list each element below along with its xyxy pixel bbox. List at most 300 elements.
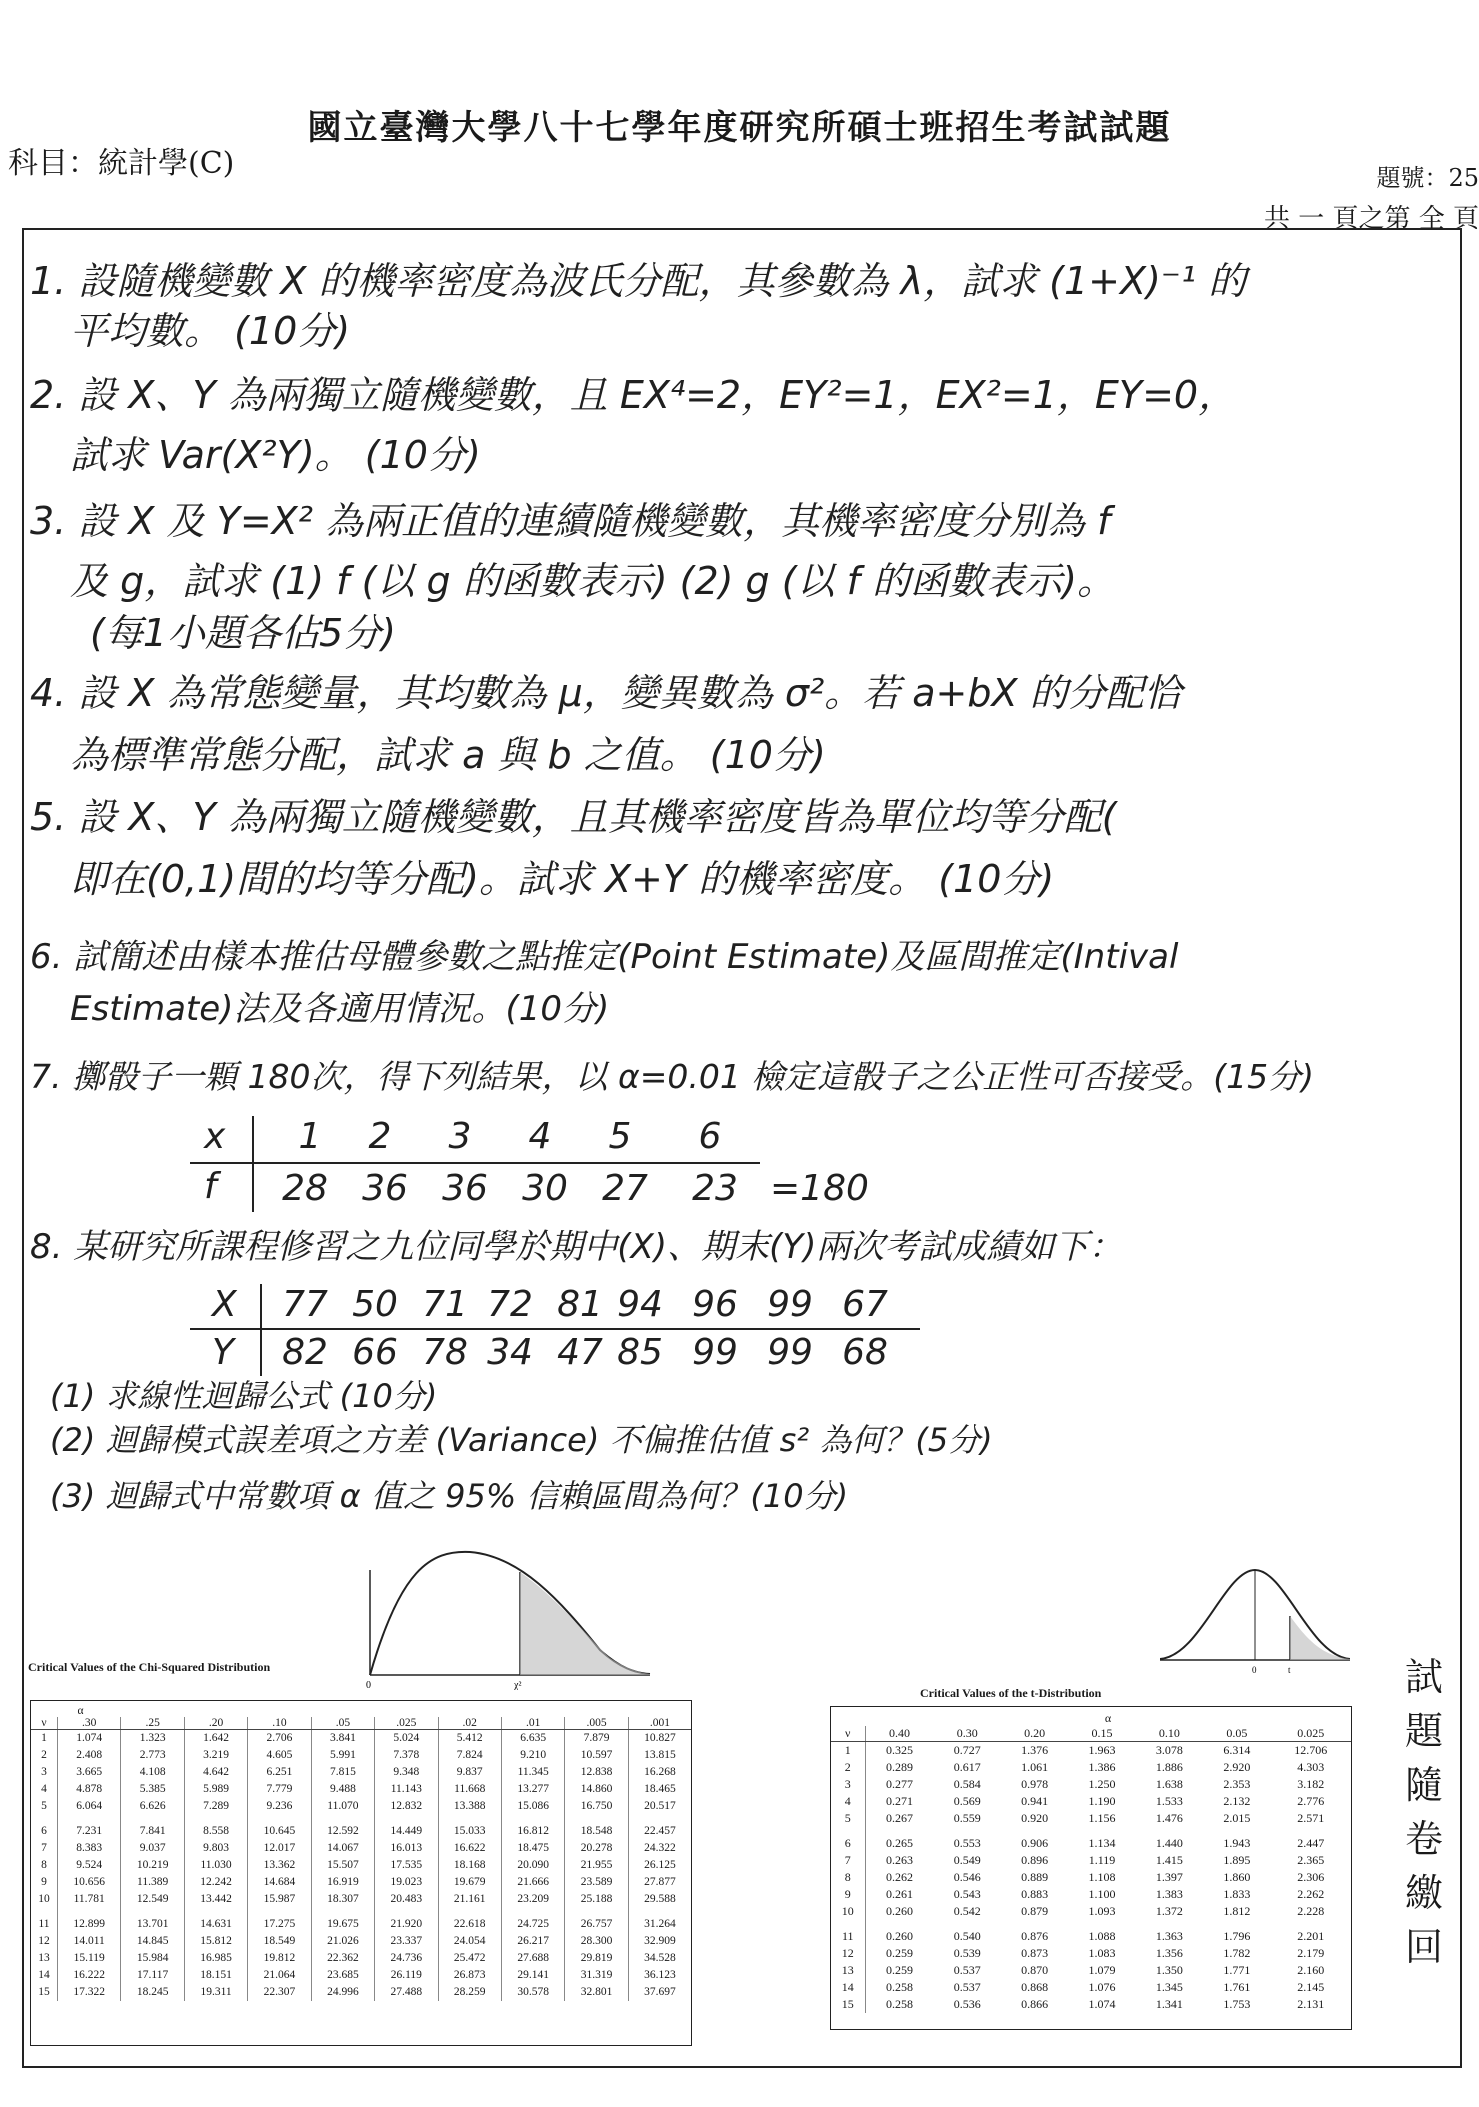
chi-row (31, 1730, 691, 1748)
scores-x-value: 94 (617, 1284, 663, 1325)
scores-x-value: 67 (842, 1284, 888, 1325)
t-row-value: 0.258 (865, 1979, 933, 1996)
chi-row-value: 27.877 (628, 1874, 691, 1891)
t-row-value: 0.267 (865, 1810, 933, 1827)
chi-row-nu: 1 (41, 1732, 47, 1744)
chi-row-value: 11.668 (438, 1781, 501, 1798)
chi-row-value: 31.264 (628, 1908, 691, 1933)
scores-y-label: Y (212, 1332, 234, 1373)
t-row-value: 0.569 (953, 1794, 981, 1808)
scores-x-value: 50 (352, 1284, 398, 1325)
question-3-line-3: (每1小題各佔5分) (90, 611, 397, 655)
question-3-line-1: 3. 設 X 及 Y=X² 為兩正值的連續隨機變數，其機率密度分別為 f (30, 499, 1111, 543)
chi-row-value: 14.067 (311, 1840, 374, 1857)
exam-title: 國立臺灣大學八十七學年度研究所碩士班招生考試試題 (307, 108, 1172, 148)
t-row-value: 0.617 (953, 1760, 981, 1774)
chi-row-value: 19.675 (311, 1908, 374, 1933)
t-row-nu: 12 (841, 1946, 854, 1960)
chi-row-value: 29.588 (628, 1891, 691, 1908)
t-row-value: 0.540 (953, 1929, 981, 1943)
t-row-value: 0.262 (865, 1869, 933, 1886)
chi-row-value: 18.465 (628, 1781, 691, 1798)
chi-row-value: 21.955 (565, 1857, 628, 1874)
t-row-value: 3.078 (1155, 1743, 1183, 1757)
chi-row-value: 28.300 (565, 1933, 628, 1950)
t-row-value: 0.259 (865, 1962, 933, 1979)
page-count: 共 一 頁之第 全 頁 (1263, 204, 1479, 234)
svg-text:0: 0 (1252, 1665, 1257, 1675)
scores-x-value: 96 (692, 1284, 738, 1325)
chi-row-value: 10.645 (248, 1815, 311, 1840)
chi-col-header: .025 (375, 1717, 438, 1730)
chi-row-value: 17.535 (375, 1857, 438, 1874)
chi-row (31, 1967, 691, 1984)
return-paper-stamp: 試題隨卷繳回 (1404, 1655, 1443, 1969)
t-row-value: 0.537 (953, 1980, 981, 1994)
dice-x-value: 1 (298, 1116, 322, 1157)
chi-row-value: 7.824 (438, 1747, 501, 1764)
chi-row-value: 26.873 (438, 1967, 501, 1984)
dice-f-value: 23 (692, 1168, 738, 1209)
t-row-value: 0.546 (953, 1870, 981, 1884)
t-row-nu: 5 (844, 1811, 851, 1825)
chi-row-value: 26.119 (375, 1967, 438, 1984)
chi-nu-label: ν (31, 1717, 58, 1730)
chi-row-value: 23.685 (311, 1967, 374, 1984)
chi-row-value: 7.231 (58, 1815, 121, 1840)
t-distribution-curve-figure (1160, 1560, 1350, 1680)
svg-text:χ²: χ² (514, 1680, 522, 1690)
chi-row-value: 26.217 (501, 1933, 564, 1950)
chi-row-value: 21.026 (311, 1933, 374, 1950)
t-row-value: 0.727 (953, 1743, 981, 1757)
t-row (831, 1793, 1351, 1810)
t-row-value: 2.131 (1297, 1997, 1325, 2011)
chi-row-value: 9.210 (501, 1747, 564, 1764)
chi-col-header: .05 (311, 1717, 374, 1730)
t-row-value: 1.076 (1088, 1980, 1116, 1994)
t-row-value: 1.383 (1155, 1887, 1183, 1901)
scores-x-value: 99 (767, 1284, 813, 1325)
chi-row (31, 1933, 691, 1950)
scores-x-value: 77 (282, 1284, 328, 1325)
t-row-value: 1.061 (1021, 1760, 1049, 1774)
question-7: 7. 擲骰子一顆 180次，得下列結果，以 α=0.01 檢定這骰子之公正性可否接受。(15分) (30, 1057, 1315, 1096)
t-row-value: 0.873 (1021, 1946, 1049, 1960)
chi-row-value: 29.141 (501, 1967, 564, 1984)
t-row-value: 0.559 (953, 1811, 981, 1825)
chi-row-value: 2.408 (58, 1747, 121, 1764)
question-2-line-2: 試求 Var(X²Y)。 (10分) (70, 433, 481, 477)
dice-total: =180 (770, 1168, 869, 1209)
t-row-value: 0.277 (865, 1776, 933, 1793)
scores-y-value: 68 (842, 1332, 888, 1373)
chi-row-nu: 15 (38, 1986, 50, 1998)
t-row (831, 1979, 1351, 1996)
chi-row-value: 9.348 (375, 1764, 438, 1781)
chi-row-value: 6.635 (501, 1730, 564, 1748)
svg-text:t: t (1288, 1665, 1291, 1675)
chi-row-value: 9.488 (311, 1781, 374, 1798)
dice-f-value: 30 (522, 1168, 568, 1209)
chi-row-value: 6.626 (121, 1798, 184, 1815)
chi-row-value: 24.736 (375, 1950, 438, 1967)
chi-row-value: 25.472 (438, 1950, 501, 1967)
chi-col-header: .25 (121, 1717, 184, 1730)
chi-row (31, 1840, 691, 1857)
chi-row-value: 15.086 (501, 1798, 564, 1815)
t-col-header: 0.20 (1001, 1726, 1068, 1742)
t-row-value: 0.289 (865, 1759, 933, 1776)
chi-row-value: 14.449 (375, 1815, 438, 1840)
chi-row-nu: 10 (38, 1893, 50, 1905)
chi-row-value: 15.812 (184, 1933, 247, 1950)
dice-f-value: 27 (602, 1168, 648, 1209)
question-1-line-2: 平均數。 (10分) (70, 309, 351, 353)
chi-col-header: .10 (248, 1717, 311, 1730)
dice-x-label: x (204, 1116, 226, 1157)
question-5-line-1: 5. 設 X、Y 為兩獨立隨機變數，且其機率密度皆為單位均等分配( (30, 795, 1117, 839)
scores-y-value: 99 (692, 1332, 738, 1373)
chi-row (31, 1798, 691, 1815)
svg-text:0: 0 (366, 1680, 371, 1690)
chi-row-value: 24.996 (311, 1984, 374, 2001)
t-row-value: 0.870 (1021, 1963, 1049, 1977)
t-col-header: 0.15 (1068, 1726, 1135, 1742)
chi-row-value: 20.090 (501, 1857, 564, 1874)
chi-row-value: 13.362 (248, 1857, 311, 1874)
t-row-value: 1.341 (1155, 1997, 1183, 2011)
chi-row-value: 24.725 (501, 1908, 564, 1933)
chi-row-value: 10.219 (121, 1857, 184, 1874)
t-row-value: 2.145 (1297, 1980, 1325, 1994)
t-row-value: 1.533 (1155, 1794, 1183, 1808)
t-row-value: 1.074 (1088, 1997, 1116, 2011)
question-8: 8. 某研究所課程修習之九位同學於期中(X)、期末(Y)兩次考試成績如下： (30, 1227, 1123, 1267)
chi-row-value: 17.322 (58, 1984, 121, 2001)
chi-row-value: 27.488 (375, 1984, 438, 2001)
scores-y-value: 34 (487, 1332, 533, 1373)
chi-row-value: 1.323 (121, 1730, 184, 1748)
t-row-value: 0.883 (1021, 1887, 1049, 1901)
chi-row-value: 9.837 (438, 1764, 501, 1781)
chi-row-value: 20.278 (565, 1840, 628, 1857)
chi-row-value: 9.803 (184, 1840, 247, 1857)
chi-row-value: 5.024 (375, 1730, 438, 1748)
chi-row-value: 20.517 (628, 1798, 691, 1815)
t-row-value: 0.896 (1021, 1853, 1049, 1867)
scores-y-value: 78 (422, 1332, 468, 1373)
chi-row (31, 1950, 691, 1967)
chi-row-value: 8.383 (58, 1840, 121, 1857)
t-row (831, 1742, 1351, 1760)
chi-row-value: 11.143 (375, 1781, 438, 1798)
chi-row-nu: 7 (41, 1842, 47, 1854)
t-nu-label: ν (831, 1726, 865, 1742)
dice-table (190, 1116, 869, 1216)
chi-row-value: 24.322 (628, 1840, 691, 1857)
t-row-value: 1.088 (1088, 1929, 1116, 1943)
t-row-value: 1.093 (1088, 1904, 1116, 1918)
t-row-nu: 7 (844, 1853, 851, 1867)
chi-row-value: 19.023 (375, 1874, 438, 1891)
chi-row-value: 10.656 (58, 1874, 121, 1891)
t-row-value: 2.353 (1223, 1777, 1251, 1791)
chi-row (31, 1781, 691, 1798)
chi-row-value: 32.909 (628, 1933, 691, 1950)
t-table-title: Critical Values of the t-Distribution (920, 1686, 1102, 1700)
chi-row-value: 3.665 (58, 1764, 121, 1781)
t-row-value: 1.372 (1155, 1904, 1183, 1918)
t-row-value: 1.796 (1223, 1929, 1251, 1943)
chi-row-value: 9.524 (58, 1857, 121, 1874)
chi-row-value: 22.362 (311, 1950, 374, 1967)
chi-row-value: 16.750 (565, 1798, 628, 1815)
chi-row-value: 19.311 (184, 1984, 247, 2001)
chi-row-value: 11.345 (501, 1764, 564, 1781)
chi-row-value: 23.589 (565, 1874, 628, 1891)
t-row-value: 1.250 (1088, 1777, 1116, 1791)
t-row-value: 1.134 (1088, 1836, 1116, 1850)
t-row-value: 1.119 (1088, 1853, 1116, 1867)
t-row-value: 0.260 (865, 1903, 933, 1920)
t-row-value: 0.325 (865, 1742, 933, 1760)
chi-row (31, 1857, 691, 1874)
t-row-value: 0.868 (1021, 1980, 1049, 1994)
t-distribution-table (830, 1706, 1352, 2030)
chi-row-value: 16.222 (58, 1967, 121, 1984)
question-4-line-1: 4. 設 X 為常態變量，其均數為 μ，變異數為 σ²。若 a+bX 的分配恰 (30, 671, 1182, 715)
chi-row-value: 7.378 (375, 1747, 438, 1764)
t-row-value: 0.261 (865, 1886, 933, 1903)
chi-row-value: 1.074 (58, 1730, 121, 1748)
chi-row-value: 18.548 (565, 1815, 628, 1840)
question-6-line-2: Estimate)法及各適用情況。(10分) (70, 989, 610, 1029)
t-row-value: 1.415 (1155, 1853, 1183, 1867)
chi-row-value: 22.618 (438, 1908, 501, 1933)
chi-row-nu: 2 (41, 1749, 47, 1761)
chi-row-value: 18.475 (501, 1840, 564, 1857)
t-row-value: 1.079 (1088, 1963, 1116, 1977)
t-row-nu: 10 (841, 1904, 854, 1918)
t-row-value: 1.100 (1088, 1887, 1116, 1901)
chi-row-value: 18.245 (121, 1984, 184, 2001)
dice-x-value: 4 (528, 1116, 552, 1157)
dice-x-value: 2 (368, 1116, 392, 1157)
chi-row-nu: 13 (38, 1952, 50, 1964)
t-row-value: 1.440 (1155, 1836, 1183, 1850)
t-row (831, 1852, 1351, 1869)
chi-row-value: 7.779 (248, 1781, 311, 1798)
t-row-value: 1.860 (1223, 1870, 1251, 1884)
chi-row-value: 23.337 (375, 1933, 438, 1950)
chi-row-value: 4.605 (248, 1747, 311, 1764)
question-8-sub-1: (1) 求線性迴歸公式 (10分) (50, 1377, 438, 1415)
t-row (831, 1920, 1351, 1945)
t-row (831, 1759, 1351, 1776)
chi-row-value: 19.812 (248, 1950, 311, 1967)
chi-row-value: 5.385 (121, 1781, 184, 1798)
scores-x-label: X (212, 1284, 237, 1325)
dice-f-value: 28 (282, 1168, 328, 1209)
chi-row-value: 9.037 (121, 1840, 184, 1857)
chi-square-curve-figure (360, 1540, 660, 1690)
chi-row (31, 1908, 691, 1933)
t-row-value: 2.160 (1297, 1963, 1325, 1977)
t-row-value: 2.228 (1297, 1904, 1325, 1918)
dice-x-value: 6 (698, 1116, 722, 1157)
t-row-nu: 3 (844, 1777, 851, 1791)
chi-col-header: .001 (628, 1717, 691, 1730)
t-row-nu: 14 (841, 1980, 854, 1994)
chi-row-value: 11.781 (58, 1891, 121, 1908)
chi-square-table (30, 1700, 692, 2046)
chi-row-value: 23.209 (501, 1891, 564, 1908)
t-row-value: 0.265 (865, 1827, 933, 1852)
chi-row-value: 12.592 (311, 1815, 374, 1840)
dice-x-value: 5 (608, 1116, 632, 1157)
scores-table (190, 1284, 930, 1384)
t-row-value: 6.314 (1223, 1743, 1251, 1757)
chi-row (31, 1815, 691, 1840)
t-row-value: 0.539 (953, 1946, 981, 1960)
chi-row-nu: 3 (41, 1766, 47, 1778)
chi-row-value: 18.307 (311, 1891, 374, 1908)
chi-row-value: 16.919 (311, 1874, 374, 1891)
subject-label: 科目：統計學(C) (8, 146, 235, 181)
t-row-value: 1.963 (1088, 1743, 1116, 1757)
chi-col-header: .005 (565, 1717, 628, 1730)
chi-row-value: 7.879 (565, 1730, 628, 1748)
chi-row-value: 25.188 (565, 1891, 628, 1908)
chi-row-nu: 12 (38, 1935, 50, 1947)
chi-row-value: 12.242 (184, 1874, 247, 1891)
chi-row-value: 16.985 (184, 1950, 247, 1967)
chi-row-value: 18.151 (184, 1967, 247, 1984)
chi-row-value: 18.549 (248, 1933, 311, 1950)
chi-row-value: 14.631 (184, 1908, 247, 1933)
t-row-value: 1.833 (1223, 1887, 1251, 1901)
t-row-value: 1.363 (1155, 1929, 1183, 1943)
chi-row-value: 9.236 (248, 1798, 311, 1815)
t-row (831, 1869, 1351, 1886)
t-row-value: 2.776 (1297, 1794, 1325, 1808)
t-row-value: 0.549 (953, 1853, 981, 1867)
question-5-line-2: 即在(0,1)間的均等分配)。試求 X+Y 的機率密度。 (10分) (70, 857, 1055, 901)
t-row-value: 1.638 (1155, 1777, 1183, 1791)
chi-row (31, 1984, 691, 2001)
t-row (831, 1996, 1351, 2013)
chi-row-value: 21.161 (438, 1891, 501, 1908)
t-row-value: 0.978 (1021, 1777, 1049, 1791)
t-row-value: 0.920 (1021, 1811, 1049, 1825)
chi-row-value: 5.989 (184, 1781, 247, 1798)
t-row (831, 1945, 1351, 1962)
t-col-header: 0.05 (1203, 1726, 1270, 1742)
chi-row-value: 4.108 (121, 1764, 184, 1781)
chi-row-value: 21.666 (501, 1874, 564, 1891)
t-row-value: 0.263 (865, 1852, 933, 1869)
chi-row-value: 11.389 (121, 1874, 184, 1891)
t-row-value: 0.584 (953, 1777, 981, 1791)
t-row-value: 3.182 (1297, 1777, 1325, 1791)
chi-row (31, 1764, 691, 1781)
chi-row-value: 18.168 (438, 1857, 501, 1874)
t-row (831, 1903, 1351, 1920)
t-row-value: 1.886 (1155, 1760, 1183, 1774)
chi-row-value: 8.558 (184, 1815, 247, 1840)
t-row-value: 1.943 (1223, 1836, 1251, 1850)
t-row-value: 0.876 (1021, 1929, 1049, 1943)
t-row-value: 2.571 (1297, 1811, 1325, 1825)
t-row-value: 2.306 (1297, 1870, 1325, 1884)
chi-col-header: .20 (184, 1717, 247, 1730)
chi-row-value: 22.457 (628, 1815, 691, 1840)
t-row-value: 1.350 (1155, 1963, 1183, 1977)
chi-row-value: 14.860 (565, 1781, 628, 1798)
question-1-line-1: 1. 設隨機變數 X 的機率密度為波氏分配，其參數為 λ，試求 (1+X)⁻¹ 的 (30, 259, 1247, 303)
t-row (831, 1776, 1351, 1793)
chi-row-value: 27.688 (501, 1950, 564, 1967)
chi-row-value: 12.017 (248, 1840, 311, 1857)
dice-f-value: 36 (362, 1168, 408, 1209)
chi-alpha-label: α (77, 1705, 84, 1717)
chi-row-value: 17.275 (248, 1908, 311, 1933)
chi-row-value: 4.642 (184, 1764, 247, 1781)
t-row-value: 1.476 (1155, 1811, 1183, 1825)
chi-row-value: 5.991 (311, 1747, 374, 1764)
t-row-value: 1.108 (1088, 1870, 1116, 1884)
scores-x-value: 72 (487, 1284, 533, 1325)
chi-row-value: 16.812 (501, 1815, 564, 1840)
chi-row-value: 20.483 (375, 1891, 438, 1908)
chi-row-value: 1.642 (184, 1730, 247, 1748)
chi-row-value: 14.845 (121, 1933, 184, 1950)
chi-row-nu: 11 (38, 1918, 50, 1930)
t-row-value: 0.537 (953, 1963, 981, 1977)
chi-row-value: 36.123 (628, 1967, 691, 1984)
t-row-value: 0.536 (953, 1997, 981, 2011)
dice-x-value: 3 (448, 1116, 472, 1157)
chi-col-header: .01 (501, 1717, 564, 1730)
chi-row-value: 6.064 (58, 1798, 121, 1815)
t-row-nu: 13 (841, 1963, 854, 1977)
t-row-nu: 15 (841, 1997, 854, 2011)
chi-row-value: 15.119 (58, 1950, 121, 1967)
t-row-nu: 2 (844, 1760, 851, 1774)
t-row-value: 1.397 (1155, 1870, 1183, 1884)
chi-row-value: 13.442 (184, 1891, 247, 1908)
t-row-value: 0.542 (953, 1904, 981, 1918)
chi-row-value: 13.277 (501, 1781, 564, 1798)
t-row-nu: 11 (841, 1929, 854, 1943)
t-row-nu: 1 (844, 1743, 851, 1757)
chi-row-value: 11.030 (184, 1857, 247, 1874)
t-row-value: 1.345 (1155, 1980, 1183, 1994)
chi-row-value: 31.319 (565, 1967, 628, 1984)
t-row-nu: 4 (844, 1794, 851, 1808)
t-row (831, 1962, 1351, 1979)
chi-row-value: 7.841 (121, 1815, 184, 1840)
t-row-value: 2.015 (1223, 1811, 1251, 1825)
t-row-nu: 8 (844, 1870, 851, 1884)
chi-row-value: 2.773 (121, 1747, 184, 1764)
chi-table-title: Critical Values of the Chi-Squared Distribution (28, 1660, 271, 1674)
t-row-value: 0.553 (953, 1836, 981, 1850)
chi-row-value: 15.987 (248, 1891, 311, 1908)
t-row-value: 2.179 (1297, 1946, 1325, 1960)
t-row (831, 1827, 1351, 1852)
